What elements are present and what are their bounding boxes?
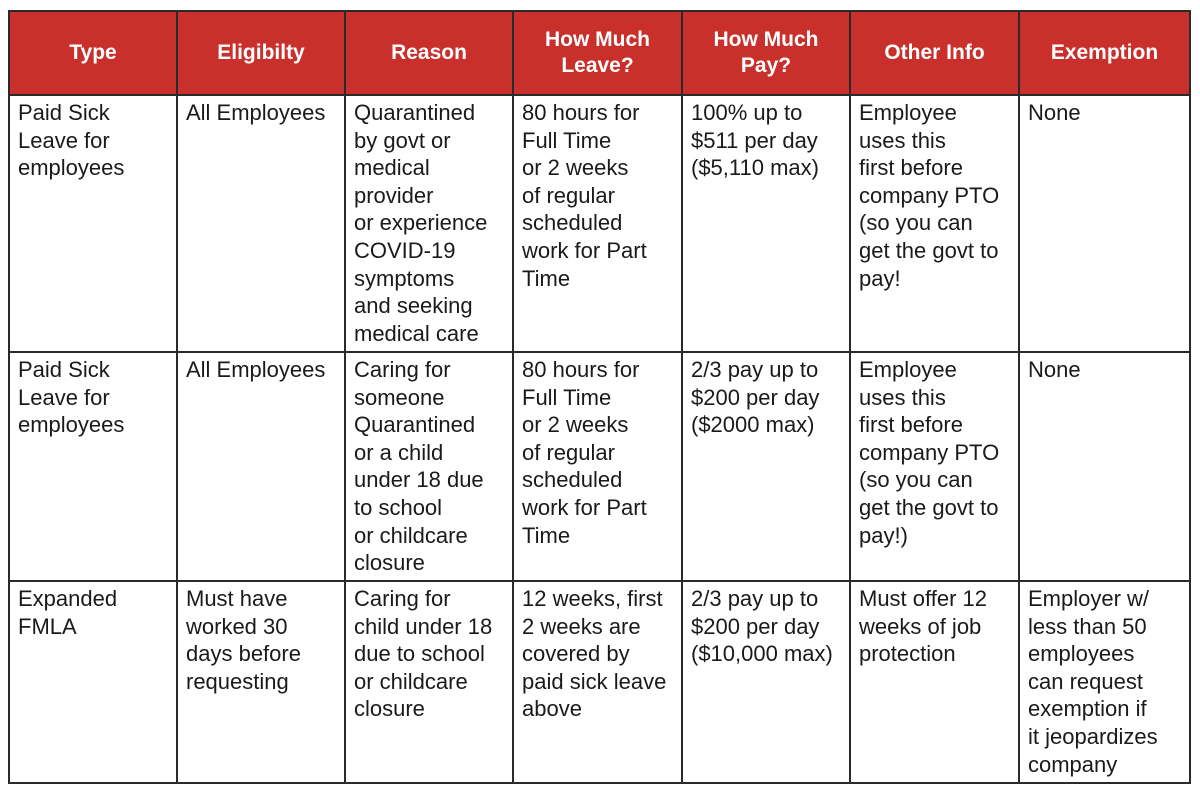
cell-reason: Quarantined by govt or medical provider or experience COVID-19 symptoms and seeking medical care <box>345 95 513 352</box>
cell-leave: 80 hours for Full Time or 2 weeks of regular scheduled work for Part Time <box>513 352 682 581</box>
cell-eligibility: All Employees <box>177 352 345 581</box>
header-reason: Reason <box>345 11 513 95</box>
header-eligibility: Eligibilty <box>177 11 345 95</box>
cell-reason: Caring for someone Quarantined or a child under 18 due to school or childcare closure <box>345 352 513 581</box>
cell-other-info: Employee uses this first before company PTO (so you can get the govt to pay!) <box>850 352 1019 581</box>
cell-reason: Caring for child under 18 due to school or childcare closure <box>345 581 513 783</box>
header-how-much-leave: How Much Leave? <box>513 11 682 95</box>
cell-leave: 12 weeks, first 2 weeks are covered by paid sick leave above <box>513 581 682 783</box>
table-row <box>9 95 1190 352</box>
cell-pay: 2/3 pay up to $200 per day ($10,000 max) <box>682 581 850 783</box>
cell-pay: 100% up to $511 per day ($5,110 max) <box>682 95 850 352</box>
header-type: Type <box>9 11 177 95</box>
cell-pay: 2/3 pay up to $200 per day ($2000 max) <box>682 352 850 581</box>
header-row <box>9 11 1190 95</box>
cell-leave: 80 hours for Full Time or 2 weeks of regular scheduled work for Part Time <box>513 95 682 352</box>
cell-type: Paid Sick Leave for employees <box>9 352 177 581</box>
cell-eligibility: Must have worked 30 days before requesting <box>177 581 345 783</box>
cell-exemption: None <box>1019 352 1190 581</box>
cell-eligibility: All Employees <box>177 95 345 352</box>
table-row <box>9 352 1190 581</box>
cell-type: Expanded FMLA <box>9 581 177 783</box>
table-row <box>9 581 1190 783</box>
header-other-info: Other Info <box>850 11 1019 95</box>
header-how-much-pay: How Much Pay? <box>682 11 850 95</box>
cell-exemption: Employer w/ less than 50 employees can request exemption if it jeopardizes company <box>1019 581 1190 783</box>
header-exemption: Exemption <box>1019 11 1190 95</box>
cell-type: Paid Sick Leave for employees <box>9 95 177 352</box>
leave-comparison-table <box>8 10 1191 784</box>
cell-exemption: None <box>1019 95 1190 352</box>
cell-other-info: Employee uses this first before company PTO (so you can get the govt to pay! <box>850 95 1019 352</box>
cell-other-info: Must offer 12 weeks of job protection <box>850 581 1019 783</box>
